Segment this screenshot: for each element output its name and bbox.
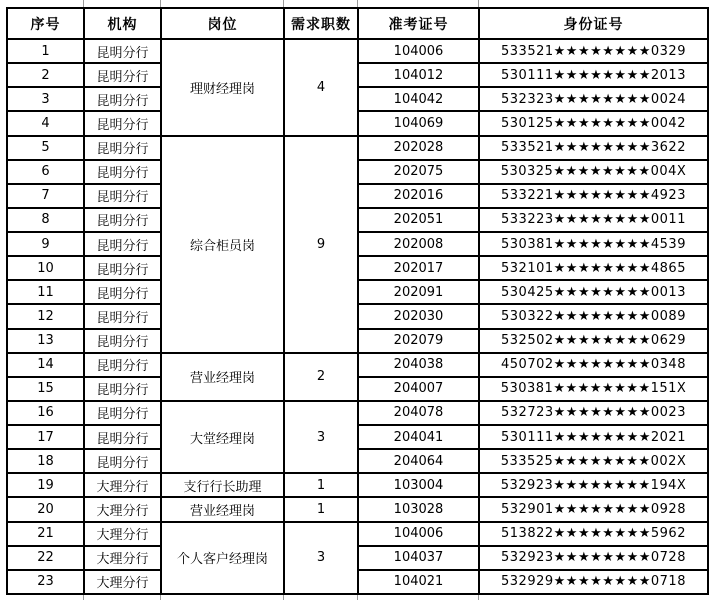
- id-cell: 530425★★★★★★★★0013: [479, 280, 708, 304]
- id-cell: 530325★★★★★★★★004X: [479, 160, 708, 184]
- ticket-cell: 103004: [358, 473, 479, 497]
- org-cell: 大理分行: [84, 522, 161, 546]
- org-cell: 昆明分行: [84, 280, 161, 304]
- table-row: [7, 39, 708, 63]
- table-row: [7, 63, 708, 87]
- row-number-cell: 16: [7, 401, 84, 425]
- ticket-cell: 204007: [358, 377, 479, 401]
- table-row: [7, 522, 708, 546]
- id-cell: 530381★★★★★★★★4539: [479, 232, 708, 256]
- org-cell: 昆明分行: [84, 232, 161, 256]
- ticket-cell: 202017: [358, 256, 479, 280]
- org-cell: 昆明分行: [84, 136, 161, 160]
- table-row: [7, 304, 708, 328]
- table-row: [7, 184, 708, 208]
- id-cell: 533221★★★★★★★★4923: [479, 184, 708, 208]
- table-row: [7, 280, 708, 304]
- row-number-cell: 8: [7, 208, 84, 232]
- candidates-table: [6, 7, 709, 595]
- ticket-cell: 204064: [358, 449, 479, 473]
- gridline-tick: [83, 0, 84, 7]
- ticket-cell: 104006: [358, 522, 479, 546]
- row-number-cell: 2: [7, 63, 84, 87]
- id-cell: 530111★★★★★★★★2013: [479, 63, 708, 87]
- row-number-cell: 23: [7, 570, 84, 594]
- gridline-tick: [478, 0, 479, 7]
- org-cell: 昆明分行: [84, 63, 161, 87]
- id-cell: 532723★★★★★★★★0023: [479, 401, 708, 425]
- row-number-cell: 19: [7, 473, 84, 497]
- org-cell: 昆明分行: [84, 39, 161, 63]
- table-header: [7, 8, 708, 39]
- ticket-cell: 104069: [358, 111, 479, 135]
- table-row: [7, 208, 708, 232]
- org-cell: 大理分行: [84, 570, 161, 594]
- gridline-tick: [478, 595, 479, 600]
- org-cell: 昆明分行: [84, 377, 161, 401]
- table-row: [7, 497, 708, 521]
- org-cell: 昆明分行: [84, 184, 161, 208]
- ticket-cell: 202030: [358, 304, 479, 328]
- table-row: [7, 449, 708, 473]
- table-row: [7, 353, 708, 377]
- quota-cell: 2: [284, 353, 358, 401]
- gridline-tick: [283, 0, 284, 7]
- quota-cell: 9: [284, 136, 358, 353]
- org-cell: 昆明分行: [84, 208, 161, 232]
- id-cell: 532923★★★★★★★★0728: [479, 546, 708, 570]
- ticket-cell: 204041: [358, 425, 479, 449]
- header-row: [7, 8, 708, 39]
- ticket-cell: 104021: [358, 570, 479, 594]
- ticket-cell: 202008: [358, 232, 479, 256]
- table-body: [7, 39, 708, 594]
- ticket-cell: 202091: [358, 280, 479, 304]
- id-cell: 533521★★★★★★★★3622: [479, 136, 708, 160]
- table-row: [7, 401, 708, 425]
- row-number-cell: 4: [7, 111, 84, 135]
- id-cell: 530381★★★★★★★★151X: [479, 377, 708, 401]
- row-number-cell: 1: [7, 39, 84, 63]
- org-cell: 昆明分行: [84, 160, 161, 184]
- position-cell: 支行行长助理: [161, 473, 284, 497]
- org-cell: 昆明分行: [84, 87, 161, 111]
- org-cell: 大理分行: [84, 546, 161, 570]
- row-number-cell: 21: [7, 522, 84, 546]
- row-number-cell: 17: [7, 425, 84, 449]
- row-number-cell: 6: [7, 160, 84, 184]
- row-number-cell: 13: [7, 329, 84, 353]
- ticket-cell: 202075: [358, 160, 479, 184]
- id-cell: 532323★★★★★★★★0024: [479, 87, 708, 111]
- ticket-cell: 204038: [358, 353, 479, 377]
- column-header-org: 机构: [84, 8, 161, 39]
- org-cell: 昆明分行: [84, 449, 161, 473]
- row-number-cell: 15: [7, 377, 84, 401]
- column-header-ticket: 准考证号: [358, 8, 479, 39]
- ticket-cell: 104042: [358, 87, 479, 111]
- table-row: [7, 425, 708, 449]
- position-cell: 个人客户经理岗: [161, 522, 284, 595]
- row-number-cell: 14: [7, 353, 84, 377]
- table-row: [7, 111, 708, 135]
- id-cell: 450702★★★★★★★★0348: [479, 353, 708, 377]
- column-header-quota: 需求职数: [284, 8, 358, 39]
- table-row: [7, 546, 708, 570]
- gridline-tick: [357, 595, 358, 600]
- org-cell: 昆明分行: [84, 425, 161, 449]
- row-number-cell: 22: [7, 546, 84, 570]
- org-cell: 昆明分行: [84, 111, 161, 135]
- org-cell: 昆明分行: [84, 401, 161, 425]
- column-header-position: 岗位: [161, 8, 284, 39]
- gridline-tick: [357, 0, 358, 7]
- id-cell: 532901★★★★★★★★0928: [479, 497, 708, 521]
- row-number-cell: 7: [7, 184, 84, 208]
- row-number-cell: 11: [7, 280, 84, 304]
- table-row: [7, 136, 708, 160]
- column-header-id: 身份证号: [479, 8, 708, 39]
- org-cell: 昆明分行: [84, 304, 161, 328]
- row-number-cell: 10: [7, 256, 84, 280]
- org-cell: 昆明分行: [84, 256, 161, 280]
- org-cell: 大理分行: [84, 497, 161, 521]
- candidate-table-container: [6, 7, 707, 595]
- quota-cell: 4: [284, 39, 358, 136]
- table-row: [7, 377, 708, 401]
- table-row: [7, 329, 708, 353]
- ticket-cell: 204078: [358, 401, 479, 425]
- id-cell: 533521★★★★★★★★0329: [479, 39, 708, 63]
- ticket-cell: 104006: [358, 39, 479, 63]
- id-cell: 513822★★★★★★★★5962: [479, 522, 708, 546]
- position-cell: 营业经理岗: [161, 353, 284, 401]
- table-row: [7, 232, 708, 256]
- ticket-cell: 202051: [358, 208, 479, 232]
- gridline-tick: [283, 595, 284, 600]
- row-number-cell: 3: [7, 87, 84, 111]
- ticket-cell: 202028: [358, 136, 479, 160]
- quota-cell: 1: [284, 473, 358, 497]
- ticket-cell: 104012: [358, 63, 479, 87]
- id-cell: 530322★★★★★★★★0089: [479, 304, 708, 328]
- table-row: [7, 87, 708, 111]
- ticket-cell: 103028: [358, 497, 479, 521]
- row-number-cell: 9: [7, 232, 84, 256]
- id-cell: 533223★★★★★★★★0011: [479, 208, 708, 232]
- quota-cell: 1: [284, 497, 358, 521]
- table-row: [7, 160, 708, 184]
- org-cell: 昆明分行: [84, 329, 161, 353]
- quota-cell: 3: [284, 401, 358, 473]
- id-cell: 530125★★★★★★★★0042: [479, 111, 708, 135]
- id-cell: 532101★★★★★★★★4865: [479, 256, 708, 280]
- gridline-tick: [83, 595, 84, 600]
- id-cell: 530111★★★★★★★★2021: [479, 425, 708, 449]
- position-cell: 营业经理岗: [161, 497, 284, 521]
- ticket-cell: 202079: [358, 329, 479, 353]
- quota-cell: 3: [284, 522, 358, 595]
- table-row: [7, 256, 708, 280]
- position-cell: 综合柜员岗: [161, 136, 284, 353]
- gridline-tick: [160, 0, 161, 7]
- row-number-cell: 20: [7, 497, 84, 521]
- org-cell: 昆明分行: [84, 353, 161, 377]
- gridline-tick: [160, 595, 161, 600]
- table-row: [7, 473, 708, 497]
- row-number-cell: 18: [7, 449, 84, 473]
- row-number-cell: 5: [7, 136, 84, 160]
- id-cell: 532923★★★★★★★★194X: [479, 473, 708, 497]
- table-row: [7, 570, 708, 594]
- position-cell: 大堂经理岗: [161, 401, 284, 473]
- position-cell: 理财经理岗: [161, 39, 284, 136]
- id-cell: 532929★★★★★★★★0718: [479, 570, 708, 594]
- column-header-no: 序号: [7, 8, 84, 39]
- row-number-cell: 12: [7, 304, 84, 328]
- ticket-cell: 104037: [358, 546, 479, 570]
- id-cell: 533525★★★★★★★★002X: [479, 449, 708, 473]
- org-cell: 大理分行: [84, 473, 161, 497]
- ticket-cell: 202016: [358, 184, 479, 208]
- id-cell: 532502★★★★★★★★0629: [479, 329, 708, 353]
